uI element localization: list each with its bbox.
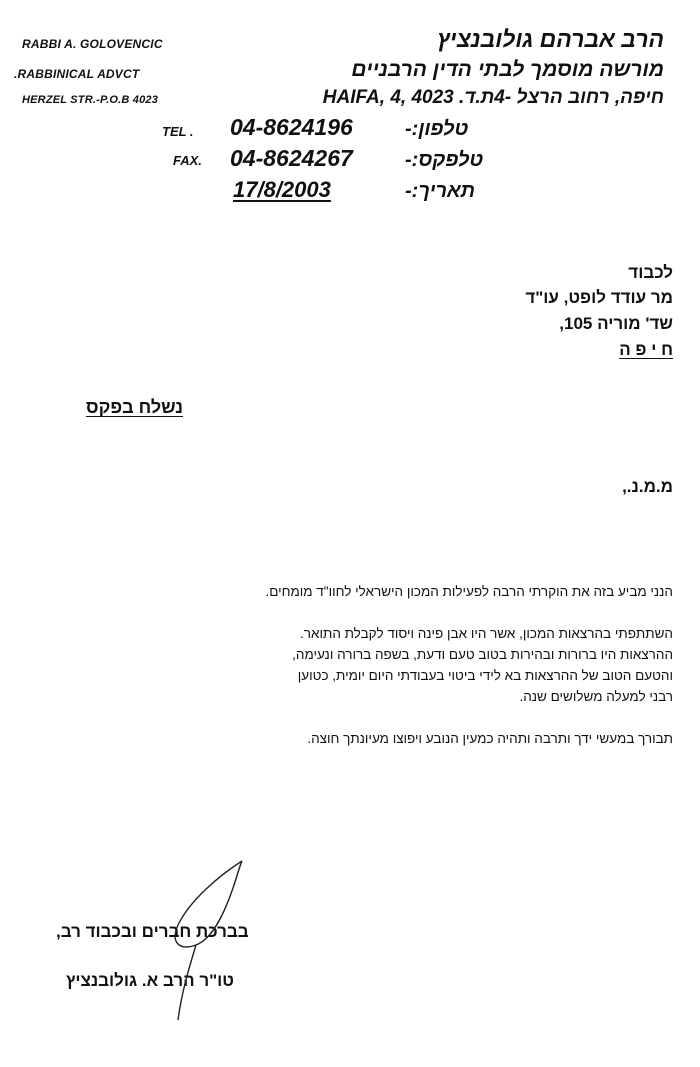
letter-date: 17/8/2003 [233,177,331,202]
body-paragraph-2-line-1: השתתפתי בהרצאות המכון, אשר היו אבן פינה ויסוד לקבלת התואר. [300,626,673,641]
handwritten-signature [150,855,260,1025]
closing-line: בברכת חברים ובכבוד רב, [56,922,249,941]
letterhead-he-title: מורשה מוסמך לבתי הדין הרבניים [351,58,664,81]
body-paragraph-2-line-3: והטעם הטוב של ההרצאות בא לידי ביטוי בעבודתי היום יומית, כטוען [297,668,673,683]
salutation: מ.מ.נ., [622,477,673,496]
letterhead-en-address: HERZEL STR.-P.O.B 4023 [22,94,159,106]
signature-name: טו"ר הרב א. גולובנציץ [66,971,235,990]
body-paragraph-2-line-4: רבני למעלה משלושים שנה. [519,689,673,704]
recipient-city: ח י פ ה [619,340,673,359]
body-paragraph-1: הנני מביע בזה את הוקרתי הרבה לפעילות המכון הישראלי לחוו"ד מומחים. [265,584,673,599]
tel-number: 04-8624196 [230,114,353,140]
tel-label-he: טלפון:- [405,118,469,140]
body-paragraph-2-line-2: ההרצאות היו ברורות ובהירות בטוב טעם ודעת, בשפה ברורה ונעימה, [292,647,673,662]
recipient-name: מר עודד לופט, עו"ד [525,288,673,307]
fax-notice: נשלח בפקס [86,397,184,417]
recipient-street: שד' מוריה 105, [559,314,673,333]
letterhead-en-title: .RABBINICAL ADVCT [14,67,140,81]
fax-label-he: טלפקס:- [405,149,484,171]
date-label-he: תאריך:- [405,180,475,202]
letterhead-he-address: חיפה, רחוב הרצל -4ת.ד. 4023 ,HAIFA, 4 [322,87,664,108]
body-paragraph-3: תבורך במעשי ידך ותרבה ותהיה כמעין הנובע ויפוצו מעיונתך חוצה. [307,731,673,746]
fax-label-en: FAX. [173,153,202,168]
fax-number: 04-8624267 [230,145,353,171]
recipient-greeting: לכבוד [628,263,673,282]
letterhead-en-name: RABBI A. GOLOVENCIC [22,37,163,51]
tel-label-en: TEL . [162,124,194,139]
letterhead-he-name: הרב אברהם גולובנציץ [436,26,664,52]
